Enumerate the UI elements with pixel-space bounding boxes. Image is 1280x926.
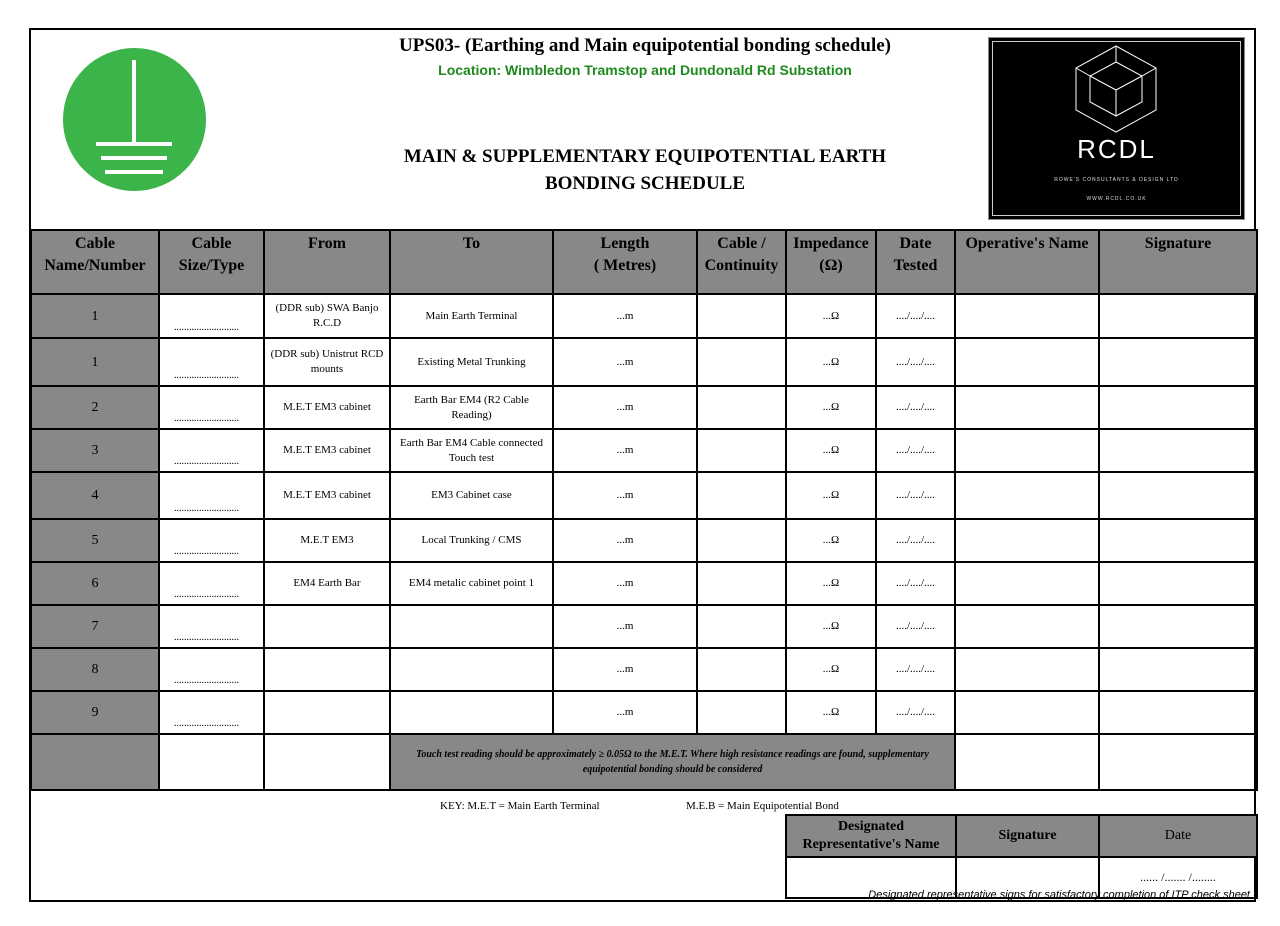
touch-test-note: Touch test reading should be approximately ≥ 0.05Ω to the M.E.T. Where high resistance readings are found, supplementary equipotential bonding should be considered bbox=[390, 734, 955, 790]
signoff-table bbox=[785, 814, 1258, 899]
to-cell: Existing Metal Trunking bbox=[390, 338, 553, 386]
note-row-blank-cell bbox=[264, 734, 390, 790]
operative-name-cell[interactable] bbox=[955, 648, 1099, 691]
header-date-tested-line-2: Tested bbox=[893, 257, 938, 274]
cable-size-placeholder: .......................... bbox=[174, 503, 239, 514]
operative-name-cell[interactable] bbox=[955, 519, 1099, 562]
note-row-blank-cell bbox=[955, 734, 1099, 790]
cable-size-placeholder: .......................... bbox=[174, 413, 239, 424]
signature-cell[interactable] bbox=[1099, 294, 1257, 338]
from-cell: EM4 Earth Bar bbox=[264, 562, 390, 605]
from-cell bbox=[264, 605, 390, 648]
operative-name-cell[interactable] bbox=[955, 294, 1099, 338]
to-cell: Earth Bar EM4 (R2 Cable Reading) bbox=[390, 386, 553, 429]
heading-line-1: MAIN & SUPPLEMENTARY EQUIPOTENTIAL EARTH bbox=[403, 146, 887, 167]
signoff-footnote: Designated representative signs for satisfactory completion of ITP check sheet bbox=[868, 889, 1250, 901]
signature-cell[interactable] bbox=[1099, 562, 1257, 605]
header-continuity bbox=[697, 230, 786, 294]
from-cell bbox=[264, 648, 390, 691]
header-length-line-1: Length bbox=[600, 235, 650, 252]
cable-size-cell[interactable] bbox=[159, 691, 264, 734]
key-meb: M.E.B = Main Equipotential Bond bbox=[686, 800, 839, 812]
header-length-line-2: ( Metres) bbox=[593, 257, 657, 274]
earth-symbol-logo bbox=[63, 48, 206, 191]
note-row-gray-cell bbox=[31, 734, 159, 790]
cable-number-cell: 9 bbox=[31, 691, 159, 734]
operative-name-cell[interactable] bbox=[955, 429, 1099, 472]
cube-icon bbox=[1074, 44, 1159, 134]
header-cable-number-line-2: Name/Number bbox=[44, 257, 146, 274]
table-row bbox=[31, 648, 1257, 691]
length-cell[interactable]: ...m bbox=[553, 472, 697, 519]
cable-size-placeholder: .......................... bbox=[174, 322, 239, 333]
from-cell bbox=[264, 691, 390, 734]
operative-name-cell[interactable] bbox=[955, 562, 1099, 605]
to-cell: Local Trunking / CMS bbox=[390, 519, 553, 562]
header-cable-size-line-2: Size/Type bbox=[178, 257, 245, 274]
impedance-cell[interactable]: ...Ω bbox=[786, 605, 876, 648]
impedance-cell[interactable]: ...Ω bbox=[786, 472, 876, 519]
operative-name-cell[interactable] bbox=[955, 472, 1099, 519]
header-from bbox=[264, 230, 390, 294]
to-cell: EM3 Cabinet case bbox=[390, 472, 553, 519]
length-cell[interactable]: ...m bbox=[553, 386, 697, 429]
table-row bbox=[31, 519, 1257, 562]
header-cable-number bbox=[31, 230, 159, 294]
header-impedance bbox=[786, 230, 876, 294]
signoff-header-row bbox=[786, 815, 1257, 857]
continuity-cell[interactable] bbox=[697, 648, 786, 691]
header-to-line-1: To bbox=[462, 235, 481, 252]
cable-number-cell: 5 bbox=[31, 519, 159, 562]
cable-size-placeholder: .......................... bbox=[174, 370, 239, 381]
schedule-heading bbox=[300, 143, 990, 197]
length-cell[interactable]: ...m bbox=[553, 429, 697, 472]
length-cell[interactable]: ...m bbox=[553, 519, 697, 562]
length-cell[interactable]: ...m bbox=[553, 562, 697, 605]
impedance-cell[interactable]: ...Ω bbox=[786, 562, 876, 605]
location-line: Location: Wimbledon Tramstop and Dundonald Rd Substation bbox=[438, 62, 852, 78]
length-cell[interactable]: ...m bbox=[553, 338, 697, 386]
date-tested-cell[interactable]: ..../..../.... bbox=[876, 519, 955, 562]
impedance-cell[interactable]: ...Ω bbox=[786, 691, 876, 734]
cable-size-placeholder: .......................... bbox=[174, 546, 239, 557]
table-row bbox=[31, 562, 1257, 605]
from-cell: M.E.T EM3 cabinet bbox=[264, 386, 390, 429]
date-tested-cell[interactable]: ..../..../.... bbox=[876, 294, 955, 338]
impedance-cell[interactable]: ...Ω bbox=[786, 338, 876, 386]
from-cell: M.E.T EM3 bbox=[264, 519, 390, 562]
rcdl-logo bbox=[988, 37, 1245, 220]
cable-number-cell: 1 bbox=[31, 338, 159, 386]
header-impedance-line-2: (Ω) bbox=[819, 257, 843, 274]
length-cell[interactable]: ...m bbox=[553, 294, 697, 338]
signature-cell[interactable] bbox=[1099, 648, 1257, 691]
continuity-cell[interactable] bbox=[697, 562, 786, 605]
cable-number-cell: 1 bbox=[31, 294, 159, 338]
impedance-cell[interactable]: ...Ω bbox=[786, 429, 876, 472]
from-cell: M.E.T EM3 cabinet bbox=[264, 429, 390, 472]
signoff-date-field[interactable]: ...... /....... /........ bbox=[1099, 857, 1257, 898]
cable-size-placeholder: .......................... bbox=[174, 718, 239, 729]
cable-size-cell[interactable] bbox=[159, 386, 264, 429]
header-impedance-line-1: Impedance bbox=[793, 235, 869, 252]
operative-name-cell[interactable] bbox=[955, 338, 1099, 386]
signature-cell[interactable] bbox=[1099, 519, 1257, 562]
cable-size-cell[interactable] bbox=[159, 429, 264, 472]
cable-size-cell[interactable] bbox=[159, 648, 264, 691]
key-met: KEY: M.E.T = Main Earth Terminal bbox=[440, 800, 600, 812]
cable-number-cell: 4 bbox=[31, 472, 159, 519]
earth-ground-icon bbox=[63, 48, 206, 191]
cable-size-placeholder: .......................... bbox=[174, 675, 239, 686]
operative-name-cell[interactable] bbox=[955, 691, 1099, 734]
document-title: UPS03- (Earthing and Main equipotential bonding schedule) bbox=[399, 35, 891, 56]
header-to bbox=[390, 230, 553, 294]
bonding-schedule-table bbox=[30, 229, 1258, 791]
cable-size-cell[interactable] bbox=[159, 338, 264, 386]
header-continuity-line-2: Continuity bbox=[704, 257, 779, 274]
header-continuity-line-1: Cable / bbox=[717, 235, 766, 252]
cable-number-cell: 8 bbox=[31, 648, 159, 691]
table-row bbox=[31, 338, 1257, 386]
note-row bbox=[31, 734, 1257, 790]
header-cable-size bbox=[159, 230, 264, 294]
cable-size-placeholder: .......................... bbox=[174, 456, 239, 467]
signature-cell[interactable] bbox=[1099, 429, 1257, 472]
signoff-signature-header: Signature bbox=[956, 815, 1099, 857]
date-tested-cell[interactable]: ..../..../.... bbox=[876, 691, 955, 734]
cable-size-cell[interactable] bbox=[159, 605, 264, 648]
date-tested-cell[interactable]: ..../..../.... bbox=[876, 605, 955, 648]
cable-size-cell[interactable] bbox=[159, 562, 264, 605]
continuity-cell[interactable] bbox=[697, 338, 786, 386]
note-row-blank-cell bbox=[159, 734, 264, 790]
impedance-cell[interactable]: ...Ω bbox=[786, 294, 876, 338]
to-cell: Earth Bar EM4 Cable connected Touch test bbox=[390, 429, 553, 472]
table-row bbox=[31, 691, 1257, 734]
date-tested-cell[interactable]: ..../..../.... bbox=[876, 648, 955, 691]
rep-label-line-2: Representative's Name bbox=[802, 837, 940, 852]
header-signature-line-1: Signature bbox=[1144, 235, 1212, 252]
cable-size-cell[interactable] bbox=[159, 519, 264, 562]
from-cell: M.E.T EM3 cabinet bbox=[264, 472, 390, 519]
impedance-cell[interactable]: ...Ω bbox=[786, 519, 876, 562]
impedance-cell[interactable]: ...Ω bbox=[786, 386, 876, 429]
continuity-cell[interactable] bbox=[697, 294, 786, 338]
header-cable-size-line-1: Cable bbox=[191, 235, 232, 252]
to-cell bbox=[390, 648, 553, 691]
cable-number-cell: 7 bbox=[31, 605, 159, 648]
to-cell: Main Earth Terminal bbox=[390, 294, 553, 338]
cable-size-placeholder: .......................... bbox=[174, 589, 239, 600]
rcdl-brand-name: RCDL bbox=[1077, 134, 1156, 164]
header-date-tested bbox=[876, 230, 955, 294]
operative-name-cell[interactable] bbox=[955, 386, 1099, 429]
header-signature bbox=[1099, 230, 1257, 294]
cable-size-cell[interactable] bbox=[159, 294, 264, 338]
cable-number-cell: 6 bbox=[31, 562, 159, 605]
rep-label-line-1: Designated bbox=[837, 819, 905, 834]
date-tested-cell[interactable]: ..../..../.... bbox=[876, 386, 955, 429]
to-cell bbox=[390, 691, 553, 734]
date-tested-cell[interactable]: ..../..../.... bbox=[876, 562, 955, 605]
impedance-cell[interactable]: ...Ω bbox=[786, 648, 876, 691]
continuity-cell[interactable] bbox=[697, 386, 786, 429]
to-cell: EM4 metalic cabinet point 1 bbox=[390, 562, 553, 605]
heading-line-2: BONDING SCHEDULE bbox=[544, 173, 746, 194]
signature-cell[interactable] bbox=[1099, 386, 1257, 429]
header-length bbox=[553, 230, 697, 294]
operative-name-cell[interactable] bbox=[955, 605, 1099, 648]
continuity-cell[interactable] bbox=[697, 691, 786, 734]
continuity-cell[interactable] bbox=[697, 519, 786, 562]
table-row bbox=[31, 294, 1257, 338]
table-header-row bbox=[31, 230, 1257, 294]
signature-cell[interactable] bbox=[1099, 605, 1257, 648]
date-tested-cell[interactable]: ..../..../.... bbox=[876, 429, 955, 472]
rep-name-header bbox=[786, 815, 956, 857]
cable-number-cell: 2 bbox=[31, 386, 159, 429]
table-row bbox=[31, 472, 1257, 519]
cable-size-cell[interactable] bbox=[159, 472, 264, 519]
signature-cell[interactable] bbox=[1099, 691, 1257, 734]
table-row bbox=[31, 429, 1257, 472]
cable-size-placeholder: .......................... bbox=[174, 632, 239, 643]
length-cell[interactable]: ...m bbox=[553, 691, 697, 734]
from-cell: (DDR sub) SWA Banjo R.C.D bbox=[264, 294, 390, 338]
continuity-cell[interactable] bbox=[697, 605, 786, 648]
signature-cell[interactable] bbox=[1099, 338, 1257, 386]
table-row bbox=[31, 605, 1257, 648]
to-cell bbox=[390, 605, 553, 648]
header-from-line-1: From bbox=[308, 235, 346, 252]
note-row-blank-cell bbox=[1099, 734, 1257, 790]
header-operative-name-line-1: Operative's Name bbox=[965, 235, 1089, 252]
continuity-cell[interactable] bbox=[697, 429, 786, 472]
length-cell[interactable]: ...m bbox=[553, 605, 697, 648]
rcdl-company-name: ROWE'S CONSULTANTS & DESIGN LTD bbox=[1054, 177, 1179, 183]
header-cable-number-line-1: Cable bbox=[75, 235, 115, 252]
signoff-date-header: Date bbox=[1099, 815, 1257, 857]
rcdl-website: WWW.RCDL.CO.UK bbox=[1086, 196, 1147, 202]
continuity-cell[interactable] bbox=[697, 472, 786, 519]
table-row bbox=[31, 386, 1257, 429]
header-date-tested-line-1: Date bbox=[899, 235, 932, 252]
date-tested-cell[interactable]: ..../..../.... bbox=[876, 472, 955, 519]
date-tested-cell[interactable]: ..../..../.... bbox=[876, 338, 955, 386]
from-cell: (DDR sub) Unistrut RCD mounts bbox=[264, 338, 390, 386]
cable-number-cell: 3 bbox=[31, 429, 159, 472]
length-cell[interactable]: ...m bbox=[553, 648, 697, 691]
signature-cell[interactable] bbox=[1099, 472, 1257, 519]
header-operative-name bbox=[955, 230, 1099, 294]
